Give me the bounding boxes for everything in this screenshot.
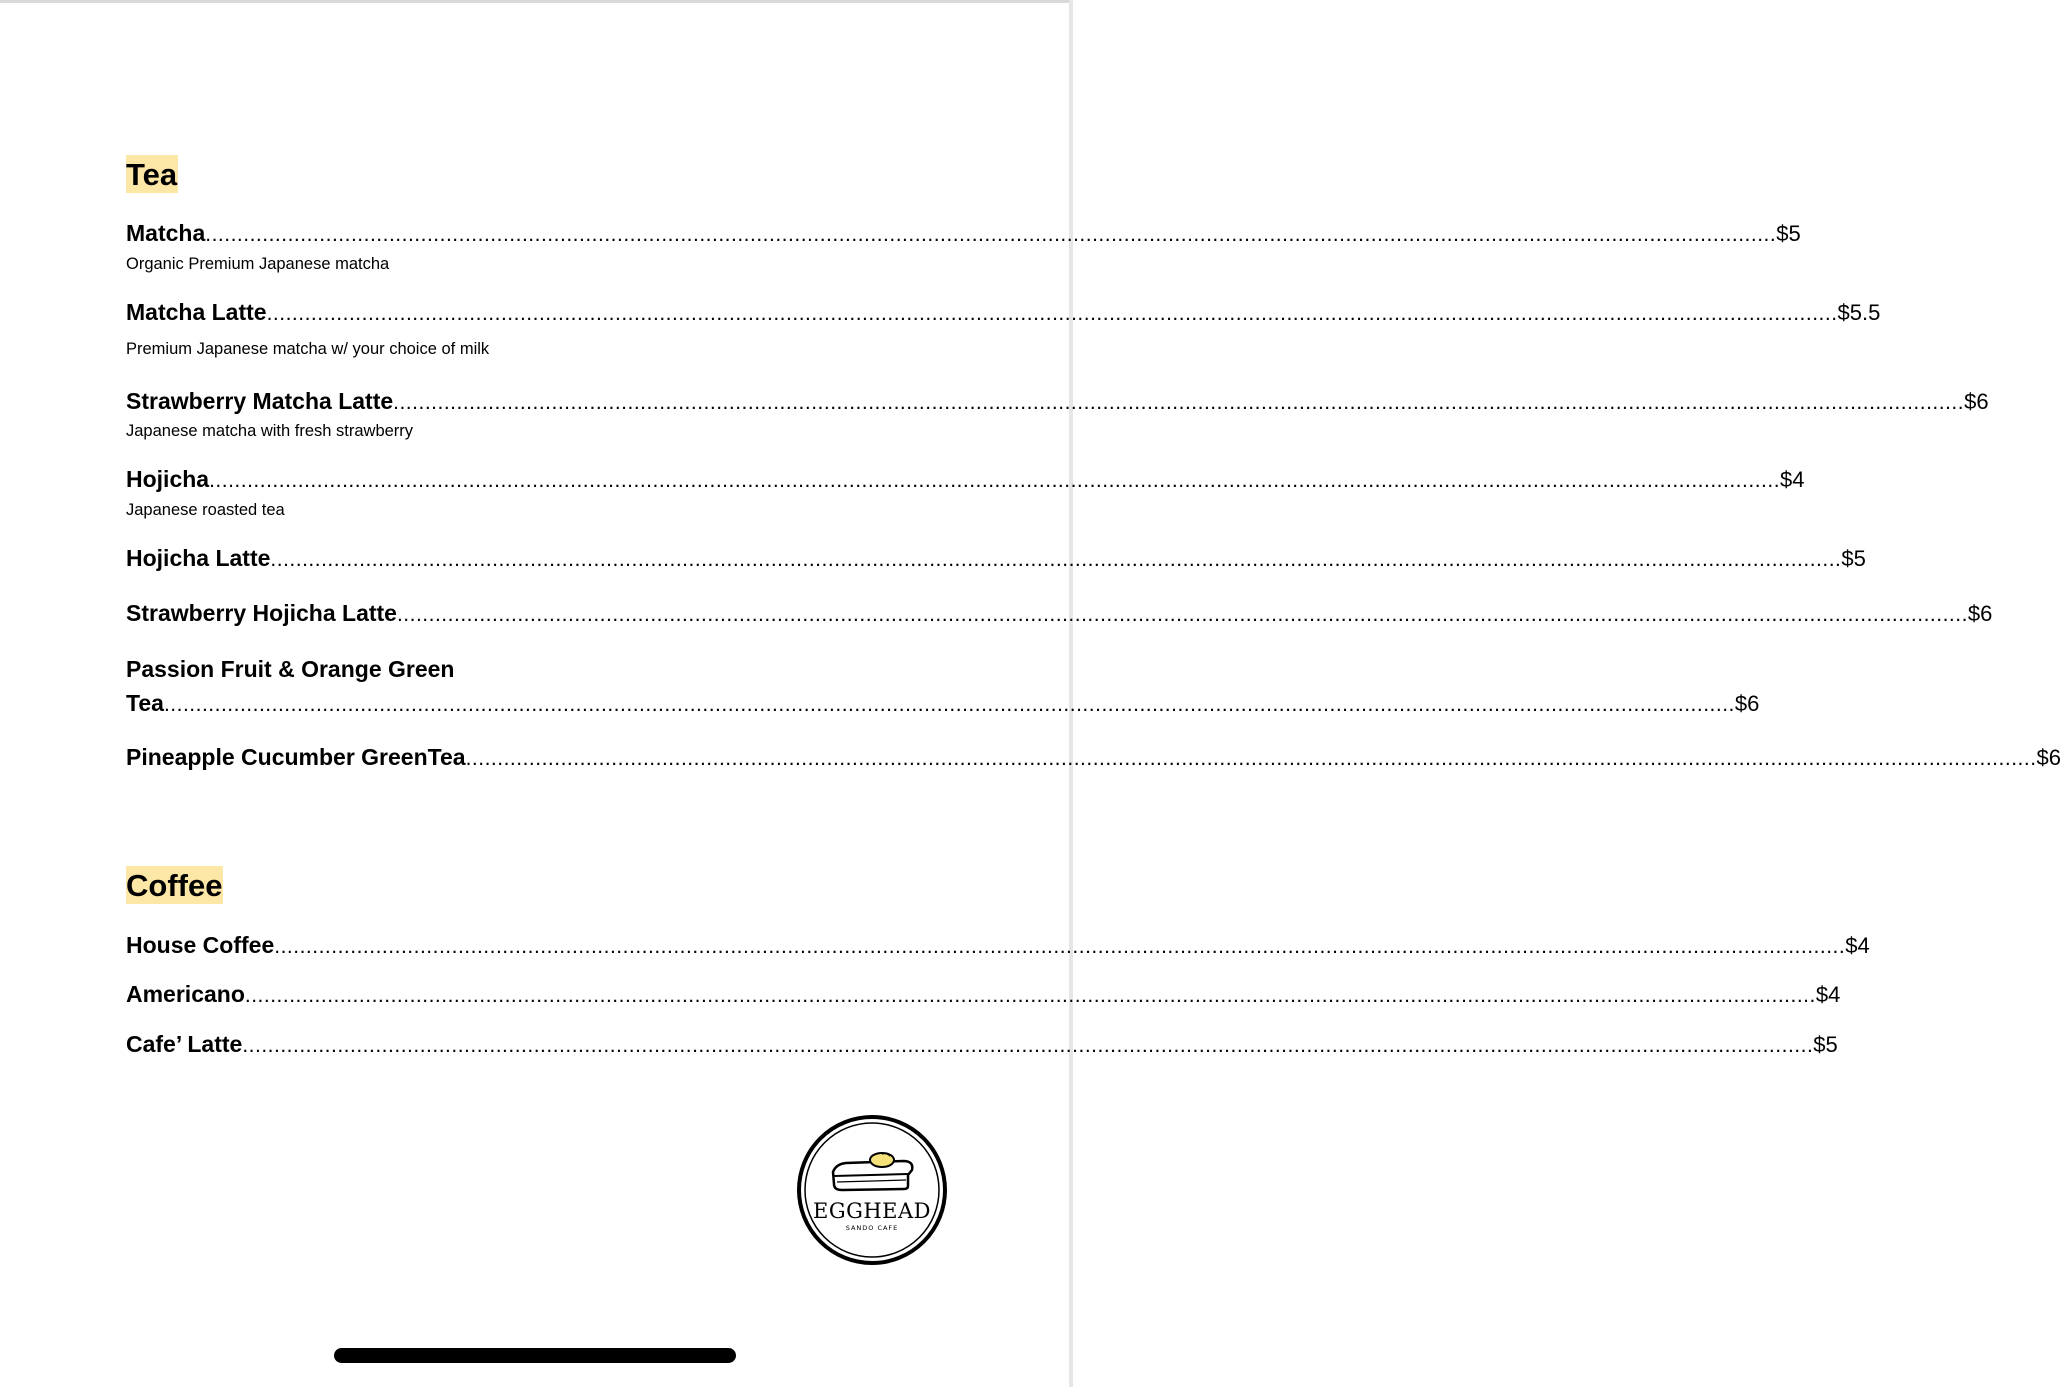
dot-leader: ........................................................................................................................................................................................................................................................: [242, 1034, 1814, 1057]
item-price: $4: [1815, 982, 1841, 1007]
item-name-line1: Passion Fruit & Orange Green: [126, 656, 455, 682]
item-description: Japanese matcha with fresh strawberry: [126, 422, 414, 440]
menu-item-house-coffee: [126, 931, 1870, 961]
dot-leader: ........................................................................................................................................................................................................................................................: [270, 548, 1842, 571]
section-title-coffee: Coffee: [126, 868, 223, 903]
menu-item-americano: [126, 980, 1841, 1010]
item-price: $6: [1967, 601, 1993, 626]
item-price: $6: [1734, 691, 1760, 716]
menu-item-pineapple-cucumber-green-tea: [126, 743, 2061, 773]
menu-item-hojicha-latte: [126, 544, 1866, 574]
section-title-tea: Tea: [126, 157, 178, 192]
item-name: Strawberry Hojicha Latte: [126, 600, 397, 626]
item-price: $6: [2036, 745, 2061, 770]
menu-item-strawberry-matcha-latte: [126, 387, 1989, 417]
logo-tagline-text: SANDO CAFE: [845, 1224, 899, 1232]
item-name: House Coffee: [126, 932, 275, 958]
item-price: $5: [1813, 1032, 1838, 1057]
egghead-logo: [796, 1114, 948, 1266]
menu-item-cafe-latte: [126, 1030, 1838, 1060]
item-line2: [126, 686, 1760, 722]
item-price: $5: [1841, 546, 1866, 571]
item-name: Matcha: [126, 220, 206, 246]
item-name: Hojicha Latte: [126, 545, 271, 571]
dot-leader: ........................................................................................................................................................................................................................................................: [396, 603, 1968, 626]
item-description: Japanese roasted tea: [126, 501, 285, 519]
dot-leader: ........................................................................................................................................................................................................................................................: [393, 391, 1965, 414]
dot-leader: ........................................................................................................................................................................................................................................................: [205, 223, 1777, 246]
dot-leader: ........................................................................................................................................................................................................................................................: [266, 302, 1838, 325]
item-name: Cafe’ Latte: [126, 1031, 243, 1057]
menu-item-strawberry-hojicha-latte: [126, 599, 1993, 629]
menu-item-matcha-latte: [126, 298, 1881, 328]
item-name-line2: Tea: [126, 690, 164, 716]
dot-leader: ........................................................................................................................................................................................................................................................: [465, 747, 2037, 770]
item-price: $4: [1780, 467, 1805, 492]
item-name: Matcha Latte: [126, 299, 267, 325]
logo-brand-text: EGGHEAD: [812, 1199, 932, 1223]
menu-item-passion-fruit-orange-green-tea: [126, 652, 1760, 722]
dot-leader: ........................................................................................................................................................................................................................................................: [163, 693, 1735, 716]
dot-leader: ........................................................................................................................................................................................................................................................: [244, 984, 1816, 1007]
menu-item-hojicha: [126, 465, 1805, 495]
item-name: Americano: [126, 981, 245, 1007]
item-price: $4: [1845, 933, 1870, 958]
item-price: $6: [1964, 389, 1989, 414]
item-name: Hojicha: [126, 466, 210, 492]
home-indicator-bar[interactable]: [334, 1348, 736, 1363]
dot-leader: ........................................................................................................................................................................................................................................................: [209, 469, 1781, 492]
item-name: Pineapple Cucumber GreenTea: [126, 744, 466, 770]
dot-leader: ........................................................................................................................................................................................................................................................: [274, 935, 1846, 958]
menu-item-matcha: [126, 219, 1801, 249]
item-price: $5.5: [1837, 300, 1881, 325]
item-description: Premium Japanese matcha w/ your choice of milk: [126, 340, 490, 358]
item-description: Organic Premium Japanese matcha: [126, 255, 390, 273]
item-name: Strawberry Matcha Latte: [126, 388, 394, 414]
item-price: $5: [1776, 221, 1801, 246]
